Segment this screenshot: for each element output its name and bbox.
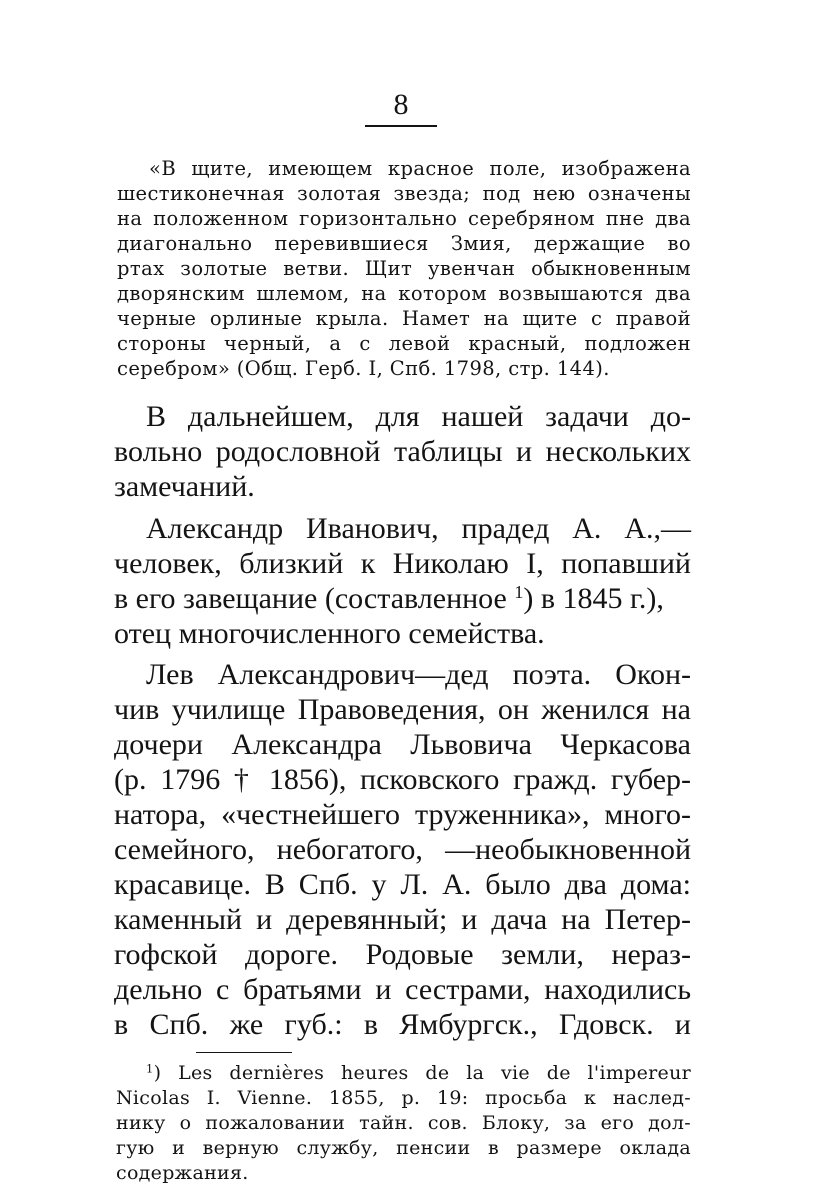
paragraph-line: человек, близкий к Николаю I, попавший — [114, 547, 691, 580]
paragraph-line: Александр Иванович, прадед А. А.,— — [146, 512, 691, 545]
paragraph-line: дочери Александра Львовича Черкасова — [114, 728, 691, 761]
paragraph-line: каменный и деревянный; и дача на Петер- — [114, 903, 691, 936]
quote-line: стороны черный, а с левой красный, подложен — [117, 332, 691, 355]
paragraph-line: замечаний. — [114, 470, 255, 503]
paragraph-line: натора, «честнейшего труженника», много- — [114, 798, 691, 831]
footnote-line — [146, 1062, 691, 1084]
quote-line: на положенном горизонтально серебряном пне два — [117, 207, 691, 230]
page-number: 8 — [365, 88, 437, 127]
quote-line: ртах золотые ветви. Щит увенчан обыкновенным — [117, 257, 691, 280]
line-text: ) в 1845 г.), — [523, 582, 664, 615]
quote-line: черные орлиные крыла. Намет на щите с правой — [117, 307, 691, 330]
quote-line: шестиконечная золотая звезда; под нею означены — [117, 182, 691, 205]
paragraph-line: Лев Александрович—дед поэта. Окон- — [146, 658, 691, 691]
paragraph-line: дельно с братьями и сестрами, находились — [114, 973, 691, 1006]
paragraph-line: семейного, небогатого, —необыкновенной — [114, 833, 691, 866]
footnote-divider — [196, 1052, 292, 1053]
paragraph-line: в Спб. же губ.: в Ямбургск., Гдовск. и — [114, 1008, 691, 1041]
paragraph-line: отец многочисленного семейства. — [114, 617, 545, 650]
footnote-text: ) Les dernières heures de la vie de l'impereur — [153, 1062, 691, 1084]
footnote-line: Nicolas I. Vienne. 1855, p. 19: просьба к наслед- — [116, 1087, 691, 1109]
quote-line: дворянским шлемом, на котором возвышаются два — [117, 282, 691, 305]
line-text: в его завещание (составленное — [114, 582, 515, 615]
paragraph-line: красавице. В Спб. у Л. А. было два дома: — [114, 868, 691, 901]
paragraph-line: гофской дороге. Родовые земли, нераз- — [114, 938, 691, 971]
paragraph-line: В дальнейшем, для нашей задачи до- — [146, 400, 691, 433]
footnote-line: гую и верную службу, пенсии в размере оклада — [116, 1137, 691, 1159]
quote-line: серебром» (Общ. Герб. I, Спб. 1798, стр. 144). — [117, 357, 610, 380]
footnote-line: нику о пожаловании тайн. сов. Блоку, за его дол- — [116, 1112, 691, 1134]
footnote-line: содержания. — [116, 1162, 249, 1184]
paragraph-line: вольно родословной таблицы и нескольких — [114, 435, 691, 468]
quote-line: диагонально перевившиеся Змия, держащие во — [117, 232, 691, 255]
paragraph-line — [114, 582, 691, 616]
paragraph-line: (р. 1796 † 1856), псковского гражд. губер- — [114, 763, 691, 796]
quote-line: «В щите, имеющем красное поле, изображена — [149, 157, 691, 180]
footnote-marker: 1 — [514, 582, 524, 603]
footnote-number: 1 — [146, 1061, 154, 1076]
paragraph-line: чив училище Правоведения, он женился на — [114, 693, 691, 726]
